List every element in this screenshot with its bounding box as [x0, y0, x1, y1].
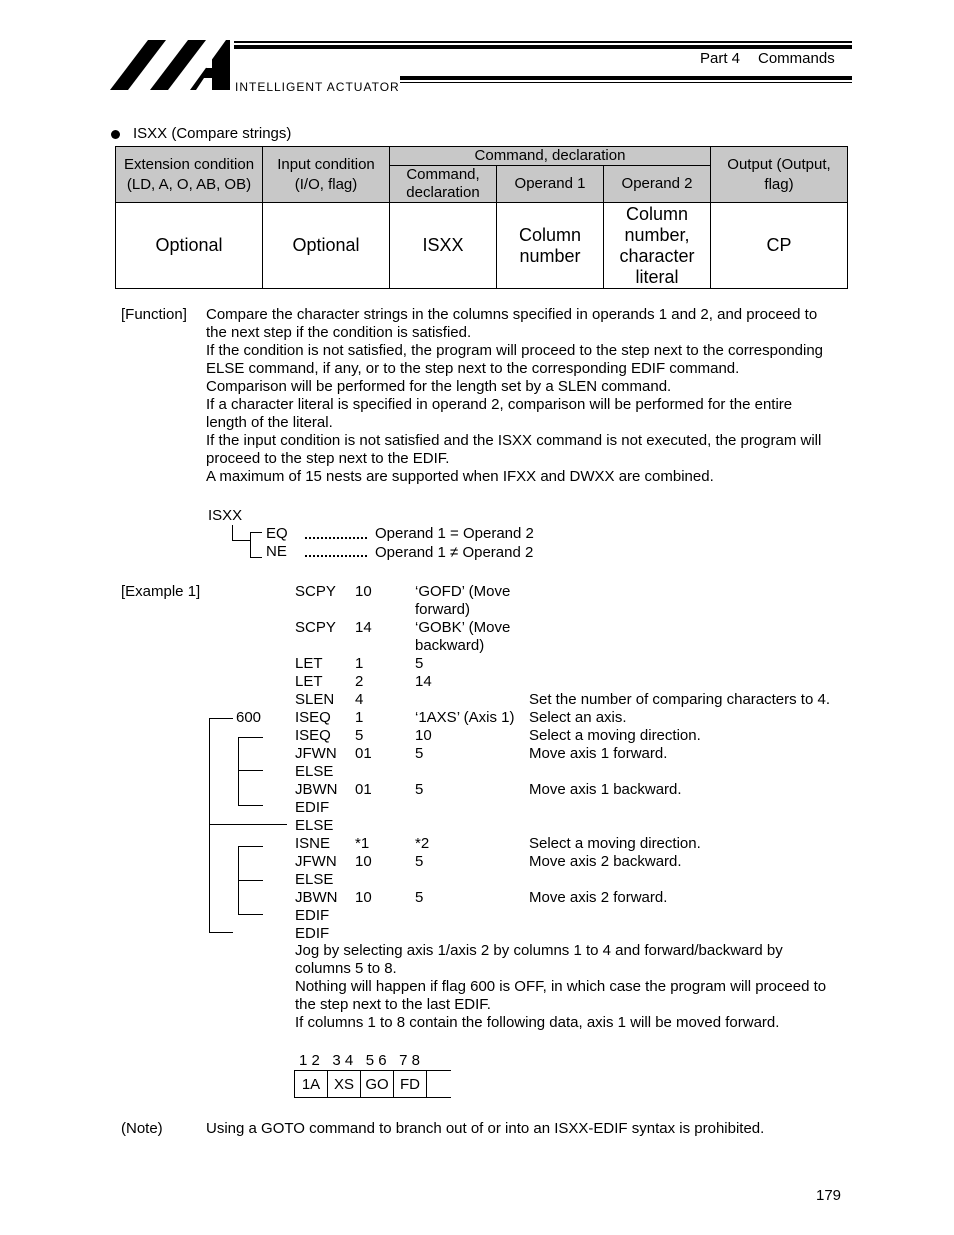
- example-note-line: Nothing will happen if flag 600 is OFF, in which case the program will proceed to: [295, 978, 827, 995]
- td-operand-2: Column number, character literal: [604, 203, 711, 289]
- program-cmd: ELSE: [295, 871, 334, 888]
- program-cmd: EDIF: [295, 925, 330, 942]
- function-line: If a character literal is specified in operand 2, comparison will be performed for the entire: [206, 396, 793, 413]
- program-op1: 14: [355, 619, 372, 636]
- header-rule-bottom: [400, 82, 852, 83]
- column-cell: XS: [328, 1071, 361, 1098]
- program-cmd: ISNE: [295, 835, 331, 852]
- column-data-table: [294, 1070, 451, 1098]
- program-cmt: Select a moving direction.: [529, 835, 701, 852]
- program-op1: 2: [355, 673, 364, 690]
- function-line: Compare the character strings in the columns specified in operands 1 and 2, and proceed to: [206, 306, 818, 323]
- function-line: the next step if the condition is satisfied.: [206, 324, 472, 341]
- program-op2: *2: [415, 835, 430, 852]
- program-op2: backward): [415, 637, 485, 654]
- header-rule-bottom-thick: [400, 76, 852, 80]
- header-part: Part 4: [700, 50, 741, 67]
- nest-bracket: [209, 932, 233, 933]
- program-op2: 10: [415, 727, 432, 744]
- syntax-branch-line: [250, 532, 251, 558]
- logo-text: INTELLIGENT ACTUATOR: [235, 80, 400, 94]
- th-operand-2: Operand 2: [604, 166, 711, 203]
- program-cmd: SCPY: [295, 583, 336, 600]
- syntax-command: ISXX: [208, 507, 243, 524]
- column-cell: GO: [361, 1071, 394, 1098]
- syntax-ne: NE: [266, 543, 287, 560]
- example-label: [Example 1]: [121, 583, 201, 600]
- program-op1: 4: [355, 691, 364, 708]
- syntax-branch-line: [250, 557, 262, 558]
- program-op1: 10: [355, 889, 372, 906]
- function-line: length of the literal.: [206, 414, 333, 431]
- program-cmd: SLEN: [295, 691, 335, 708]
- program-op1: 5: [355, 727, 364, 744]
- program-cmt: Move axis 1 forward.: [529, 745, 668, 762]
- syntax-branch-line: [250, 532, 262, 533]
- program-cmd: LET: [295, 673, 323, 690]
- td-operand-1: Column number: [497, 203, 604, 289]
- header-rule-top-thick: [234, 45, 852, 49]
- th-input-condition: Input condition (I/O, flag): [263, 147, 390, 203]
- program-op2: 5: [415, 781, 424, 798]
- program-cmd: ISEQ: [295, 709, 331, 726]
- program-op2: 5: [415, 853, 424, 870]
- example-note-line: columns 5 to 8.: [295, 960, 397, 977]
- iai-logo: [108, 38, 238, 92]
- program-cmd: EDIF: [295, 799, 330, 816]
- syntax-eq-desc: Operand 1 = Operand 2: [375, 525, 534, 542]
- column-cell: 1A: [295, 1071, 328, 1098]
- nest-bracket: [238, 846, 263, 847]
- syntax-eq: EQ: [266, 525, 288, 542]
- program-cmd: JBWN: [295, 889, 338, 906]
- program-op2: ‘1AXS’ (Axis 1): [415, 709, 515, 726]
- example-notes: [295, 942, 855, 1032]
- program-op1: 10: [355, 583, 372, 600]
- example-note-line: Jog by selecting axis 1/axis 2 by columns 1 to 4 and forward/backward by: [295, 942, 783, 959]
- section-heading: ISXX (Compare strings): [133, 125, 292, 142]
- program-op1: 1: [355, 655, 364, 672]
- program-cmd: ELSE: [295, 817, 334, 834]
- nest-bracket: [238, 737, 239, 805]
- example-note-line: the step next to the last EDIF.: [295, 996, 491, 1013]
- program-op2: 5: [415, 655, 424, 672]
- note-text: Using a GOTO command to branch out of or into an ISXX-EDIF syntax is prohibited.: [206, 1120, 765, 1137]
- program-op1: 10: [355, 853, 372, 870]
- syntax-branch-line: [232, 540, 250, 541]
- function-text: [206, 306, 856, 486]
- nest-bracket: [238, 880, 263, 881]
- th-command: Command, declaration: [390, 166, 497, 203]
- column-numbers: 1 2 3 4 5 6 7 8: [299, 1052, 420, 1069]
- program-cmd: SCPY: [295, 619, 336, 636]
- td-input-condition: Optional: [263, 203, 390, 289]
- program-cmd: LET: [295, 655, 323, 672]
- td-output: CP: [711, 203, 848, 289]
- program-op2: 14: [415, 673, 432, 690]
- th-command-group: Command, declaration: [390, 147, 711, 166]
- function-line: A maximum of 15 nests are supported when IFXX and DWXX are combined.: [206, 468, 714, 485]
- function-label: [Function]: [121, 306, 187, 323]
- command-table: [115, 146, 848, 289]
- leader-dots: [305, 555, 367, 557]
- th-operand-1: Operand 1: [497, 166, 604, 203]
- column-cell: [427, 1071, 452, 1098]
- leader-dots: [305, 537, 367, 539]
- example-note-line: If columns 1 to 8 contain the following data, axis 1 will be moved forward.: [295, 1014, 780, 1031]
- program-op2: 5: [415, 745, 424, 762]
- syntax-branch-line: [232, 525, 233, 540]
- program-op1: *1: [355, 835, 370, 852]
- nest-bracket: [209, 718, 233, 719]
- program-op2: ‘GOBK’ (Move: [415, 619, 511, 636]
- program-cmd: JFWN: [295, 745, 337, 762]
- header-section: Commands: [758, 50, 835, 67]
- function-line: If the input condition is not satisfied and the ISXX command is not executed, the program will: [206, 432, 822, 449]
- bullet-icon: [111, 130, 120, 139]
- header-rule-top: [234, 41, 852, 43]
- function-line: ELSE command, if any, or to the step next to the corresponding EDIF command.: [206, 360, 740, 377]
- program-cmt: Select a moving direction.: [529, 727, 701, 744]
- program-op1: 1: [355, 709, 364, 726]
- nest-bracket: [209, 824, 287, 825]
- program-cmt: Move axis 2 forward.: [529, 889, 668, 906]
- program-cmt: Move axis 2 backward.: [529, 853, 682, 870]
- program-cmt: Set the number of comparing characters to 4.: [529, 691, 830, 708]
- syntax-ne-desc: Operand 1 ≠ Operand 2: [375, 544, 534, 561]
- nest-bracket: [209, 718, 210, 932]
- td-command: ISXX: [390, 203, 497, 289]
- page-number: 179: [816, 1187, 842, 1204]
- program-cmd: ELSE: [295, 763, 334, 780]
- nest-bracket: [238, 737, 263, 738]
- program-cmd: EDIF: [295, 907, 330, 924]
- program-op1: 01: [355, 781, 372, 798]
- program-cmt: Select an axis.: [529, 709, 627, 726]
- program-cmd: JBWN: [295, 781, 338, 798]
- note-label: (Note): [121, 1120, 163, 1137]
- flag-number: 600: [236, 709, 262, 726]
- function-line: Comparison will be performed for the length set by a SLEN command.: [206, 378, 672, 395]
- td-extension-condition: Optional: [116, 203, 263, 289]
- column-cell: FD: [394, 1071, 427, 1098]
- program-op2: 5: [415, 889, 424, 906]
- program-op1: 01: [355, 745, 372, 762]
- th-output: Output (Output, flag): [711, 147, 848, 203]
- function-line: proceed to the step next to the EDIF.: [206, 450, 450, 467]
- program-op2: ‘GOFD’ (Move: [415, 583, 511, 600]
- nest-bracket: [238, 805, 263, 806]
- nest-bracket: [238, 914, 263, 915]
- nest-bracket: [238, 770, 263, 771]
- program-op2: forward): [415, 601, 471, 618]
- function-line: If the condition is not satisfied, the program will proceed to the step next to the corresponding: [206, 342, 824, 359]
- program-cmt: Move axis 1 backward.: [529, 781, 682, 798]
- program-cmd: ISEQ: [295, 727, 331, 744]
- th-extension-condition: Extension condition (LD, A, O, AB, OB): [116, 147, 263, 203]
- program-cmd: JFWN: [295, 853, 337, 870]
